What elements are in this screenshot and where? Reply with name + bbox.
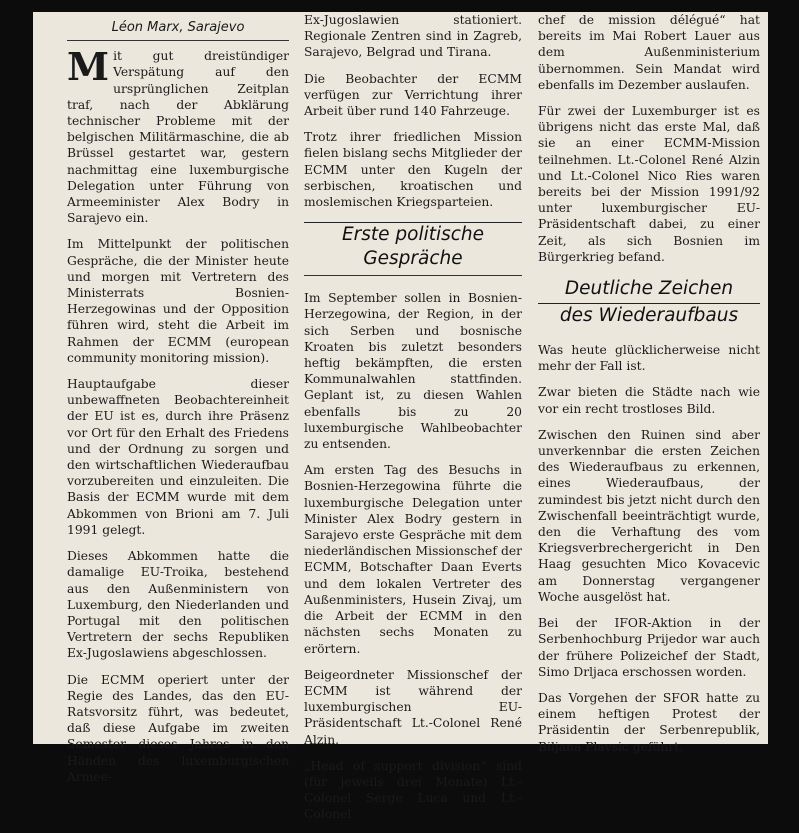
paragraph: Ex-Jugoslawien stationiert. Regionale Zentren sind in Zagreb, Sarajevo, Belgrad und Tirana. [304, 13, 522, 60]
subheadline-deutliche-zeichen: Deutliche Zeichen des Wiederaufbaus [538, 277, 760, 328]
byline: Léon Marx, Sarajevo [67, 20, 289, 41]
paragraph: Im Mittelpunkt der politischen Gespräche, die der Minister heute und morgen mit Vertretern des Ministerrats Bosnien-Herzegowinas und der Opposition führen wird, steht die Arbeit im Rahmen der ECMM (european community monitoring mission). [67, 237, 289, 365]
column-3 [538, 12, 760, 765]
paragraph: „Head of support division“ sind (für jeweils drei Monate) Lt.-Colonel Serge Luca und Lt.-Colonel [304, 758, 522, 822]
paragraph: Am ersten Tag des Besuchs in Bosnien-Herzegowina führte die luxemburgische Delegation unter Minister Alex Bodry gestern in Sarajevo erste Gespräche mit dem niederländischen Missionschef der ECMM, Botschafter Daan Everts und dem lokalen Vertreter des Außenministers, Husein Zivaj, um die Arbeit der ECMM in den nächsten sechs Monaten zu erörtern. [304, 463, 522, 656]
headline-rule [304, 275, 522, 276]
paragraph: Das Vorgehen der SFOR hatte zu einem heftigen Protest der Präsidentin der Serbenrepublik, Biljana Plavsic geführt. [538, 690, 760, 754]
paragraph: Im September sollen in Bosnien-Herzegowina, der Region, in der sich Serben und bosnische Kroaten bis zuletzt besonders heftig bekämpften, die ersten Kommunalwahlen stattfinden. Geplant ist, zu diesen Wahlen ebenfalls bis zu 20 luxemburgische Wahlbeobachter zu entsenden. [304, 291, 522, 452]
paragraph: Beigeordneter Missionschef der ECMM ist während der luxemburgischen EU-Präsidentschaft Lt.-Colonel René Alzin. [304, 667, 522, 747]
paragraph: Trotz ihrer friedlichen Mission fielen bislang sechs Mitglieder der ECMM unter den Kugeln der serbischen, kroatischen und moslemischen Kriegsparteien. [304, 130, 522, 210]
paragraph: Zwischen den Ruinen sind aber unverkennbar die ersten Zeichen des Wiederaufbaus zu erkennen, eines Wiederaufbaus, der zumindest bis jetzt nicht durch den Zwischenfall beeinträchtigt wurde, den die Verhaftung des vom Kriegsverbrechergericht in Den Haag gesuchten Mico Kovacevic am Donnerstag vergangener Woche ausgelöst hat. [538, 427, 760, 604]
paragraph: Mit gut dreistündiger Verspätung auf den ursprünglichen Zeitplan traf, nach der Abklärung technischer Probleme mit der belgischen Militärmaschine, die ab Brüssel gestartet war, gestern nachmittag eine luxemburgische Delegation unter Führung von Armeeminister Alex Bodry in Sarajevo ein. [67, 44, 289, 226]
paragraph: Die Beobachter der ECMM verfügen zur Verrichtung ihrer Arbeit über rund 140 Fahrzeuge. [304, 71, 522, 119]
paragraph: Die ECMM operiert unter der Regie des Landes, das den EU-Ratsvorsitz führt, was bedeutet, daß diese Aufgabe im zweiten Semester dieses Jahres in den Händen des luxemburgischen Armee- [67, 672, 289, 784]
subheadline-erste-politische-gespraeche: Erste politische Gespräche [304, 222, 522, 276]
drop-cap: M [67, 44, 110, 90]
paragraph: Zwar bieten die Städte nach wie vor ein recht trostloses Bild. [538, 385, 760, 416]
column-2 [304, 12, 522, 833]
column-1 [67, 12, 289, 795]
paragraph: Was heute glücklicherweise nicht mehr der Fall ist. [538, 343, 760, 374]
paragraph: Für zwei der Luxemburger ist es übrigens nicht das erste Mal, daß sie an einer ECMM-Mission teilnehmen. Lt.-Colonel René Alzin und Lt.-Colonel Nico Ries waren bereits bei der Mission 1991/92 unter luxemburgischer EU-Präsidentschaft dabei, zu einer Zeit, als sich Bosnien im Bürgerkrieg befand. [538, 104, 760, 264]
newspaper-clipping [33, 12, 768, 822]
paragraph: Hauptaufgabe dieser unbewaffneten Beobachtereinheit der EU ist es, durch ihre Präsenz vor Ort für den Erhalt des Friedens und der Ordnung zu sorgen und den wirtschaftlichen Wiederaufbau vorzubereiten und einzuleiten. Die Basis der ECMM wurde mit dem Abkommen von Brioni am 7. Juli 1991 gelegt. [67, 377, 289, 537]
paragraph: chef de mission délégué“ hat bereits im Mai Robert Lauer aus dem Außenministerium übernommen. Sein Mandat wird ebenfalls im Dezember auslaufen. [538, 13, 760, 92]
paragraph: Bei der IFOR-Aktion in der Serbenhochburg Prijedor war auch der frühere Polizeichef der Stadt, Simo Drljaca erschossen worden. [538, 616, 760, 679]
paragraph: Dieses Abkommen hatte die damalige EU-Troika, bestehend aus den Außenministern von Luxemburg, den Niederlanden und Portugal mit den politischen Vertretern der sechs Republiken Ex-Jugoslawiens abgeschlossen. [67, 549, 289, 661]
